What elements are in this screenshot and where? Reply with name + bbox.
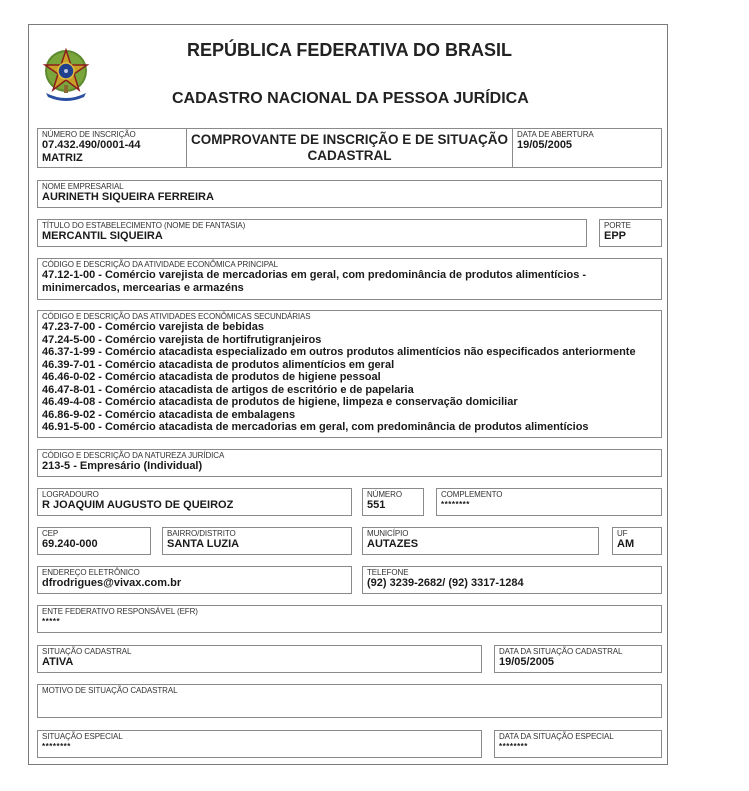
efr-box	[37, 605, 662, 633]
email-label: ENDEREÇO ELETRÔNICO	[42, 568, 140, 577]
atividades-secundarias-box	[37, 310, 662, 438]
numero-box	[362, 488, 424, 516]
data-situacao-especial-box	[494, 730, 662, 758]
cep-label: CEP	[42, 529, 59, 538]
inscricao-numero: 07.432.490/0001-44	[42, 139, 141, 151]
uf-value: AM	[617, 538, 635, 550]
situacao-especial-label: SITUAÇÃO ESPECIAL	[42, 732, 123, 741]
data-situacao-box	[494, 645, 662, 673]
efr-value: *****	[42, 617, 61, 626]
municipio-label: MUNICÍPIO	[367, 529, 409, 538]
situacao-especial-value: ********	[42, 742, 71, 751]
data-situacao-especial-label: DATA DA SITUAÇÃO ESPECIAL	[499, 732, 614, 741]
logradouro-value: R JOAQUIM AUGUSTO DE QUEIROZ	[42, 499, 234, 511]
atividade-secundaria-item: 46.49-4-08 - Comércio atacadista de produtos de higiene, limpeza e conservação domiciliar	[42, 396, 518, 408]
inscricao-box	[37, 128, 187, 168]
situacao-value: ATIVA	[42, 656, 74, 668]
motivo-box	[37, 684, 662, 718]
bairro-value: SANTA LUZIA	[167, 538, 240, 550]
header-subtitle: CADASTRO NACIONAL DA PESSOA JURÍDICA	[172, 90, 529, 107]
inscricao-tipo: MATRIZ	[42, 152, 83, 164]
situacao-box	[37, 645, 482, 673]
data-situacao-label: DATA DA SITUAÇÃO CADASTRAL	[499, 647, 623, 656]
porte-label: PORTE	[604, 221, 631, 230]
comprovante-box	[186, 128, 513, 168]
complemento-value: ********	[441, 500, 470, 509]
motivo-label: MOTIVO DE SITUAÇÃO CADASTRAL	[42, 686, 178, 695]
email-value: dfrodrigues@vivax.com.br	[42, 577, 182, 589]
fantasia-box	[37, 219, 587, 247]
abertura-box	[512, 128, 662, 168]
porte-value: EPP	[604, 230, 627, 242]
fantasia-value: MERCANTIL SIQUEIRA	[42, 230, 163, 242]
porte-box	[599, 219, 662, 247]
uf-box	[612, 527, 662, 555]
atividade-secundaria-item: 46.46-0-02 - Comércio atacadista de produtos de higiene pessoal	[42, 371, 381, 383]
inscricao-label: NÚMERO DE INSCRIÇÃO	[42, 130, 136, 139]
logradouro-box	[37, 488, 352, 516]
atividade-principal-box	[37, 258, 662, 300]
municipio-box	[362, 527, 599, 555]
natureza-juridica-label: CÓDIGO E DESCRIÇÃO DA NATUREZA JURÍDICA	[42, 451, 225, 460]
situacao-label: SITUAÇÃO CADASTRAL	[42, 647, 132, 656]
email-box	[37, 566, 352, 594]
telefone-box	[362, 566, 662, 594]
atividades-secundarias-list	[42, 321, 636, 434]
atividade-secundaria-item: 46.47-8-01 - Comércio atacadista de artigos de escritório e de papelaria	[42, 383, 414, 396]
abertura-label: DATA DE ABERTURA	[517, 130, 594, 139]
nome-empresarial-label: NOME EMPRESARIAL	[42, 182, 124, 191]
data-situacao-value: 19/05/2005	[499, 656, 555, 668]
atividade-secundaria-item: 46.86-9-02 - Comércio atacadista de embalagens	[42, 408, 296, 421]
municipio-value: AUTAZES	[367, 538, 419, 550]
nome-empresarial-value: AURINETH SIQUEIRA FERREIRA	[42, 191, 214, 203]
brazil-coat-of-arms-icon	[40, 47, 92, 103]
numero-value: 551	[367, 499, 386, 511]
telefone-value: (92) 3239-2682/ (92) 3317-1284	[367, 577, 524, 589]
logradouro-label: LOGRADOURO	[42, 490, 99, 499]
atividade-principal-label: CÓDIGO E DESCRIÇÃO DA ATIVIDADE ECONÔMICA PRINCIPAL	[42, 260, 278, 269]
comprovante-title-line2: CADASTRAL	[307, 148, 392, 163]
cep-box	[37, 527, 151, 555]
fantasia-label: TÍTULO DO ESTABELECIMENTO (NOME DE FANTASIA)	[42, 221, 246, 230]
numero-label: NÚMERO	[367, 490, 402, 499]
abertura-value: 19/05/2005	[517, 139, 573, 151]
complemento-box	[436, 488, 662, 516]
atividades-secundarias-label: CÓDIGO E DESCRIÇÃO DAS ATIVIDADES ECONÔMICAS SECUNDÁRIAS	[42, 312, 311, 321]
natureza-juridica-value: 213-5 - Empresário (Individual)	[42, 460, 203, 472]
atividade-secundaria-item: 46.39-7-01 - Comércio atacadista de produtos alimentícios em geral	[42, 358, 395, 371]
comprovante-title-line1: COMPROVANTE DE INSCRIÇÃO E DE SITUAÇÃO	[190, 132, 509, 147]
situacao-especial-box	[37, 730, 482, 758]
header-title: REPÚBLICA FEDERATIVA DO BRASIL	[187, 40, 513, 60]
atividade-secundaria-item: 47.23-7-00 - Comércio varejista de bebidas	[42, 321, 264, 333]
telefone-label: TELEFONE	[367, 568, 409, 577]
complemento-label: COMPLEMENTO	[441, 490, 503, 499]
atividade-secundaria-item: 46.91-5-00 - Comércio atacadista de mercadorias em geral, com predominância de produtos alimentícios	[42, 421, 589, 433]
cep-value: 69.240-000	[42, 538, 98, 550]
atividade-principal-value: 47.12-1-00 - Comércio varejista de mercadorias em geral, com predominância de produtos alimentícios - minimercados, mercearias e armazéns	[42, 269, 587, 294]
nome-empresarial-box	[37, 180, 662, 208]
bairro-box	[162, 527, 352, 555]
atividade-secundaria-item: 47.24-5-00 - Comércio varejista de hortifrutigranjeiros	[42, 333, 322, 346]
data-situacao-especial-value: ********	[499, 742, 528, 751]
natureza-juridica-box	[37, 449, 662, 477]
uf-label: UF	[617, 529, 628, 538]
atividade-secundaria-item: 46.37-1-99 - Comércio atacadista especializado em outros produtos alimentícios não especificados anteriormente	[42, 346, 636, 358]
efr-label: ENTE FEDERATIVO RESPONSÁVEL (EFR)	[42, 607, 198, 616]
bairro-label: BAIRRO/DISTRITO	[167, 529, 236, 538]
